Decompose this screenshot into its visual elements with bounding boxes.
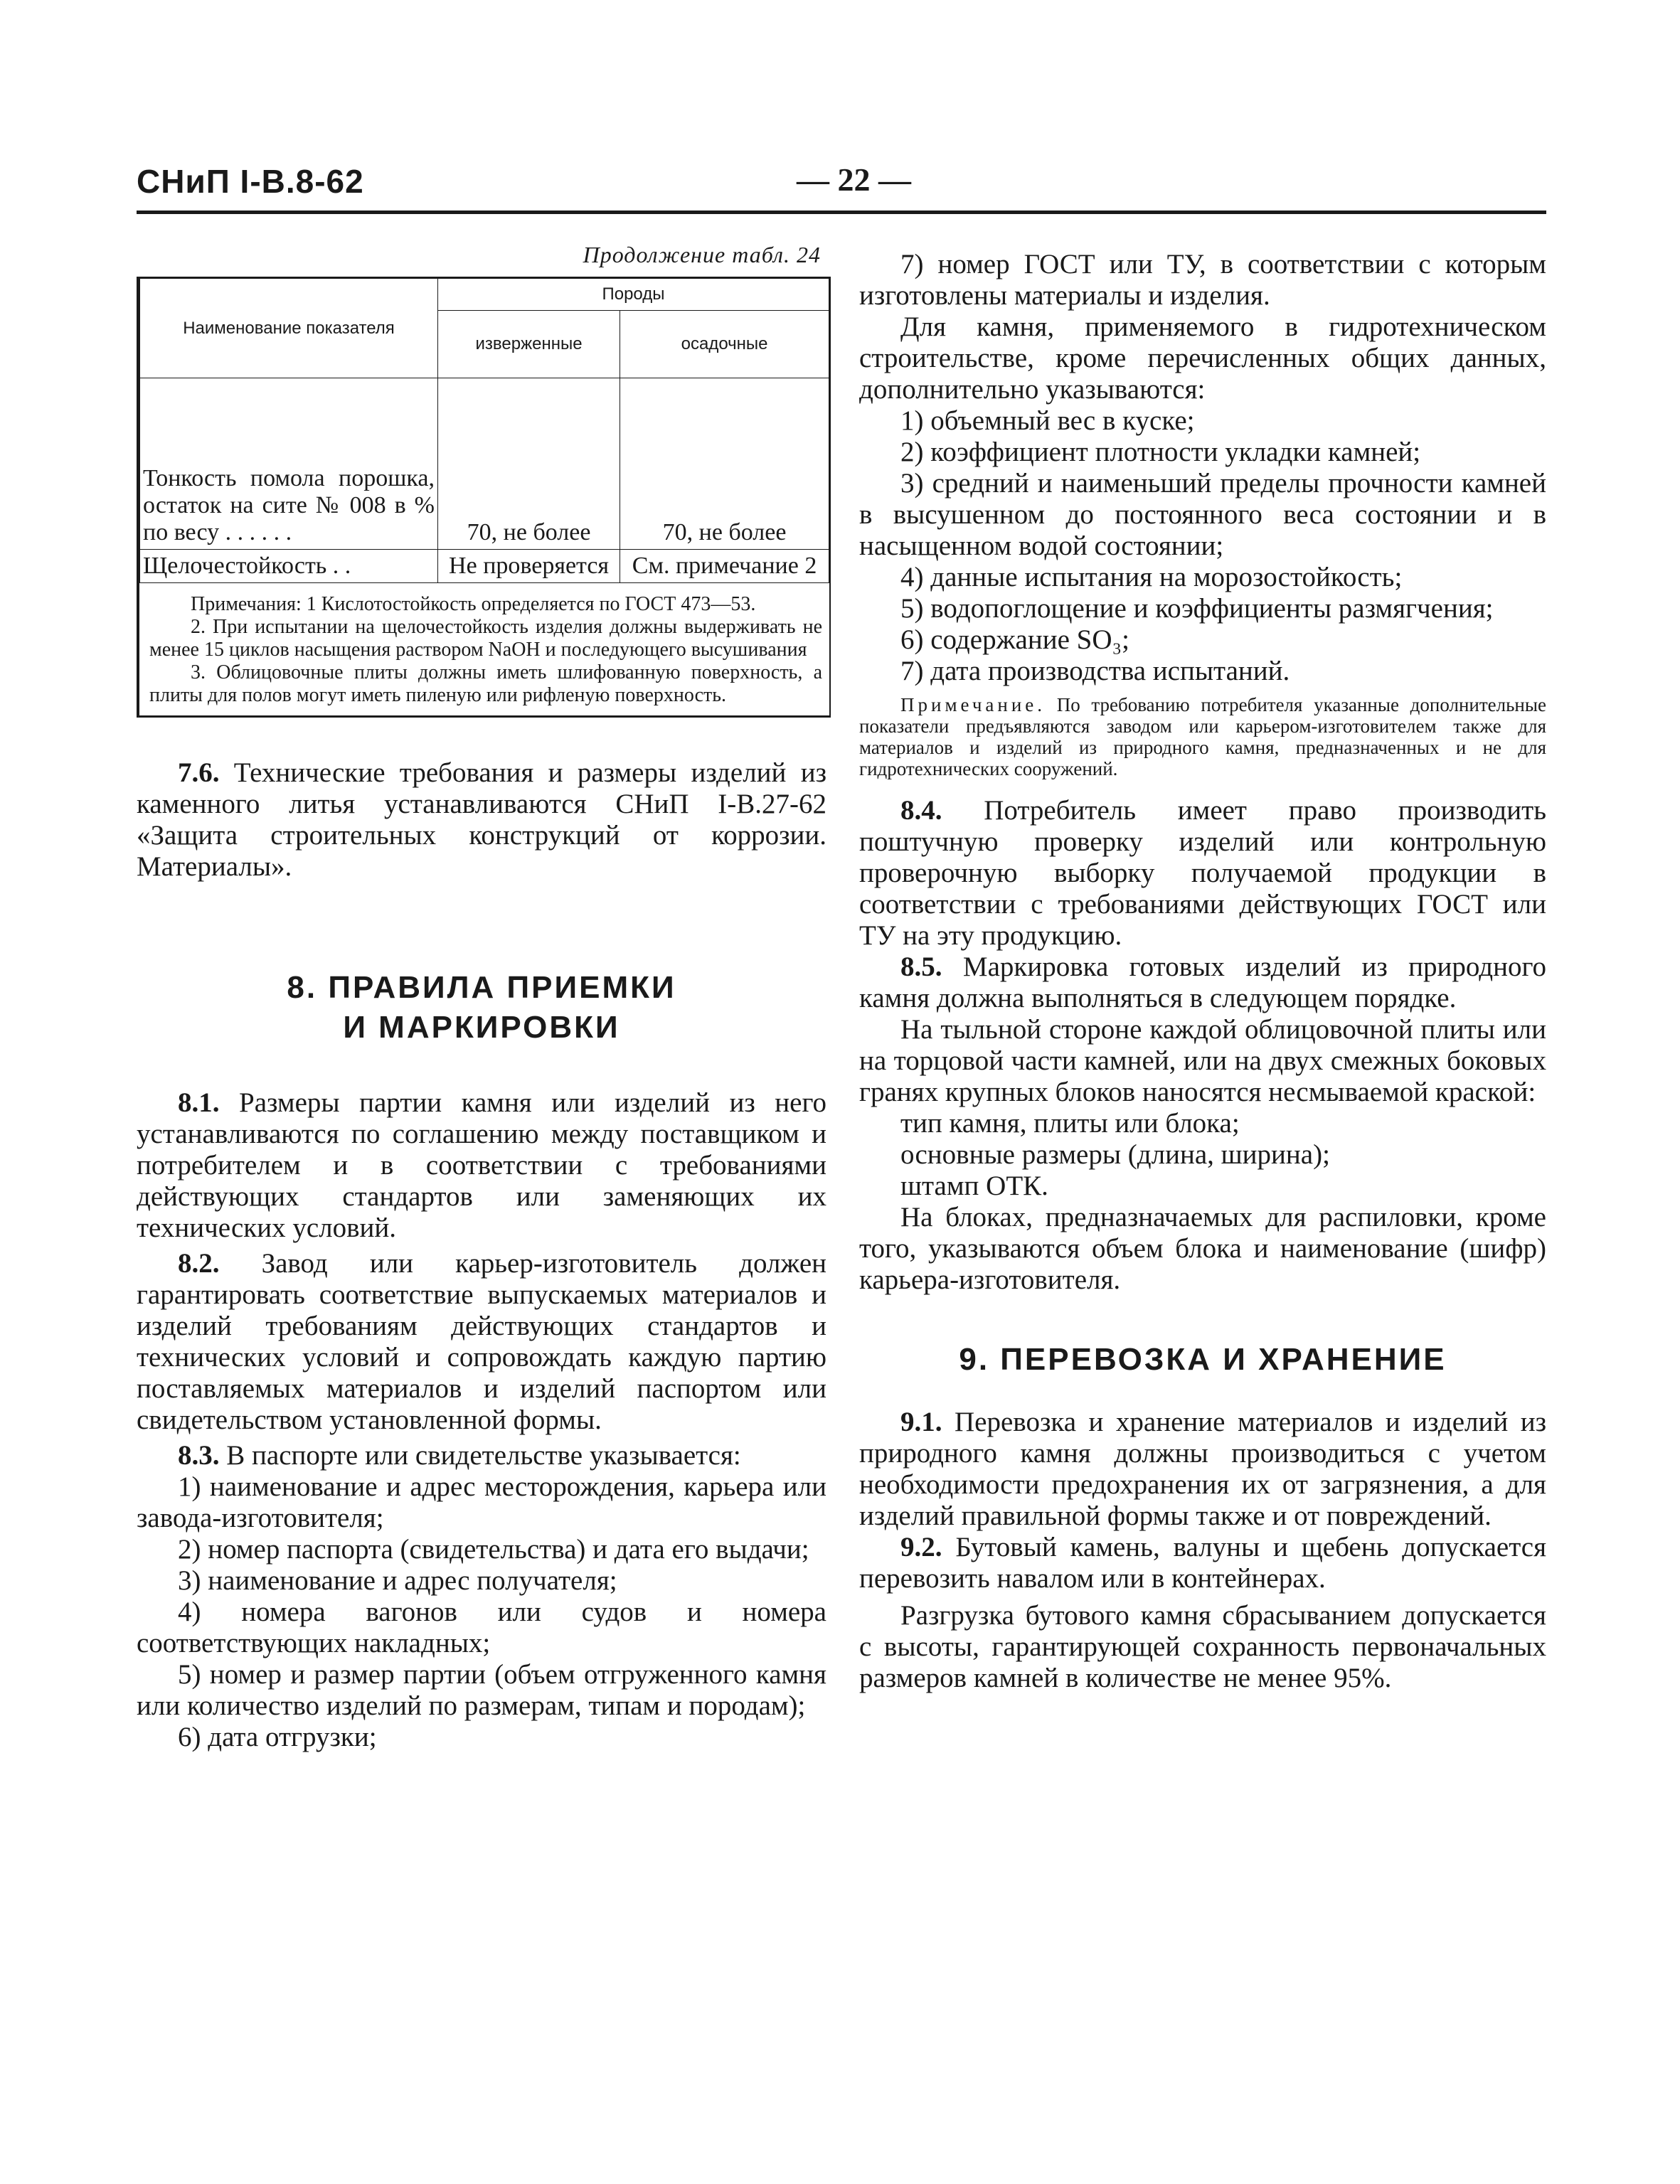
paragraph-9-1 <box>859 1407 1546 1532</box>
list-item: 2) номер паспорта (свидетельства) и дата его выдачи; <box>178 1534 809 1565</box>
clause-number: 9.1. <box>900 1407 942 1437</box>
section-8-title-line2: И МАРКИРОВКИ <box>343 1010 620 1045</box>
paragraph-text: Маркировка готовых изделий из природного камня должна выполняться в следующем порядке. <box>859 952 1547 1013</box>
row-igneous: Не проверяется <box>438 550 620 583</box>
row-name: Тонкость помола порошка, остаток на сите № 008 в % по весу . . . . . . <box>140 378 438 550</box>
list-item: 1) наименование и адрес месторождения, карьера или завода-изготовителя; <box>137 1471 826 1533</box>
hydro-intro: Для камня, применяемого в гидротехническом строительстве, кроме перечисленных общих данных, дополнительно указываются: <box>859 311 1546 405</box>
table-note: 2. При испытании на щелочестойкость изделия должны выдерживать не менее 15 циклов насыщения раствором NaOH и последующего высушивания <box>149 616 822 661</box>
table-row <box>140 378 829 550</box>
list-item: 6) дата отгрузки; <box>178 1722 377 1752</box>
left-column <box>137 242 826 1753</box>
paragraph-text: Бутовый камень, валуны и щебень допускается перевозить навалом или в контейнерах. <box>859 1532 1547 1594</box>
clause-number: 8.2. <box>178 1248 220 1279</box>
table-caption: Продолжение табл. 24 <box>583 242 821 267</box>
list-item: основные размеры (длина, ширина); <box>900 1139 1330 1170</box>
paragraph-text: Завод или карьер-изготовитель должен гарантировать соответствие выпускаемых материалов и изделий требованиям действующих стандартов и технических условий и сопровождать каждую партию поставляемых материалов и изделий паспортом или свидетельством установленной формы. <box>137 1248 827 1435</box>
properties-table <box>137 277 831 718</box>
paragraph-8-1 <box>137 1087 826 1244</box>
list-item: 6) содержание SO₃; <box>900 624 1129 655</box>
clause-number: 8.1. <box>178 1087 220 1118</box>
paragraph-8-3 <box>137 1440 826 1471</box>
note-paragraph <box>859 694 1546 779</box>
page-number: — 22 — <box>797 161 911 198</box>
list-item: 2) коэффициент плотности укладки камней; <box>900 437 1421 467</box>
list-item: 4) данные испытания на морозостойкость; <box>900 562 1403 592</box>
list-item: 3) наименование и адрес получателя; <box>178 1565 617 1596</box>
table-note: 3. Облицовочные плиты должны иметь шлифованную поверхность, а плиты для полов могут иметь пиленую или рифленую поверхность. <box>149 661 822 706</box>
paragraph-text: Технические требования и размеры изделий из каменного литья устанавливаются СНиП I-В.27-62 «Защита строительных конструкций от коррозии. Материалы». <box>137 757 826 882</box>
row-sedimentary: См. примечание 2 <box>620 550 829 583</box>
paragraph-8-5 <box>859 952 1546 1014</box>
section-8-title-line1: 8. ПРАВИЛА ПРИЕМКИ <box>287 970 676 1005</box>
note-text: По требованию потребителя указанные дополнительные показатели предъявляются заводом или карьером-изготовителем также для материалов и изделий из природного камня, предназначенных и не для гидротехнических сооружений. <box>859 694 1547 779</box>
row-sedimentary: 70, не более <box>620 378 829 550</box>
row-name: Щелочестойкость . . <box>140 550 438 583</box>
document-code: СНиП I-В.8-62 <box>137 163 364 200</box>
right-column <box>859 249 1546 1694</box>
paragraph-text: В паспорте или свидетельстве указывается: <box>226 1440 741 1471</box>
list-item: 5) номер и размер партии (объем отгруженного камня или количество изделий по размерам, типам и породам); <box>137 1659 826 1721</box>
list-item: 7) номер ГОСТ или ТУ, в соответствии с которым изготовлены материалы и изделия. <box>859 249 1546 311</box>
paragraph-text: Размеры партии камня или изделий из него устанавливаются по соглашению между поставщиком и потребителем и в соответствии с требованиями действующих стандартов или заменяющих их технических условий. <box>137 1087 826 1243</box>
paragraph-8-4 <box>859 795 1546 952</box>
paragraph-text: Перевозка и хранение материалов и изделий из природного камня должны производиться с учетом необходимости предохранения их от загрязнения, а для изделий правильной формы также и от повреждений. <box>859 1407 1547 1531</box>
clause-number: 9.2. <box>900 1532 942 1562</box>
clause-number: 8.3. <box>178 1440 220 1471</box>
note-block <box>859 694 1546 779</box>
table-notes <box>139 583 829 715</box>
table-row <box>140 550 829 583</box>
list-item: 1) объемный вес в куске; <box>900 405 1195 436</box>
list-item: 4) номера вагонов или судов и номера соответствующих накладных; <box>137 1597 826 1658</box>
col-header-sedimentary: осадочные <box>620 311 829 378</box>
paragraph-9-2 <box>859 1532 1546 1594</box>
blocks-paragraph: На блоках, предназначаемых для распиловки, кроме того, указываются объем блока и наименование (шифр) карьера-изготовителя. <box>859 1202 1546 1295</box>
marking-intro: На тыльной стороне каждой облицовочной плиты или на торцовой части камней, или на двух смежных боковых гранях крупных блоков наносятся несмываемой краской: <box>859 1014 1546 1107</box>
list-item: 3) средний и наименьший пределы прочности камней в высушенном до постоянного веса состоянии и в насыщенном водой состоянии; <box>859 468 1546 561</box>
col-header-rocks: Породы <box>438 278 829 311</box>
clause-number: 8.4. <box>900 795 942 826</box>
note-label: Примечание. <box>900 694 1046 715</box>
col-header-indicator: Наименование показателя <box>140 278 438 378</box>
list-item: 5) водопоглощение и коэффициенты размягчения; <box>900 593 1494 624</box>
paragraph-7-6 <box>137 757 826 883</box>
clause-number: 7.6. <box>178 757 220 788</box>
table-note: Примечания: 1 Кислотостойкость определяется по ГОСТ 473—53. <box>191 593 756 615</box>
paragraph-8-2 <box>137 1248 826 1436</box>
col-header-igneous: изверженные <box>438 311 620 378</box>
list-item: 7) дата производства испытаний. <box>900 656 1290 686</box>
list-item: штамп ОТК. <box>900 1171 1048 1201</box>
paragraph-text: Потребитель имеет право производить поштучную проверку изделий или контрольную проверочную выборку получаемой продукции в соответствии с требованиями действующих ГОСТ или ТУ на эту продукцию. <box>859 795 1546 951</box>
row-igneous: 70, не более <box>438 378 620 550</box>
section-9-title: 9. ПЕРЕВОЗКА И ХРАНЕНИЕ <box>959 1342 1447 1377</box>
unloading-paragraph: Разгрузка бутового камня сбрасыванием допускается с высоты, гарантирующей сохранность первоначальных размеров камней в количестве не менее 95%. <box>859 1600 1546 1693</box>
clause-number: 8.5. <box>900 952 942 982</box>
list-item: тип камня, плиты или блока; <box>900 1108 1240 1139</box>
header-divider <box>137 211 1546 214</box>
